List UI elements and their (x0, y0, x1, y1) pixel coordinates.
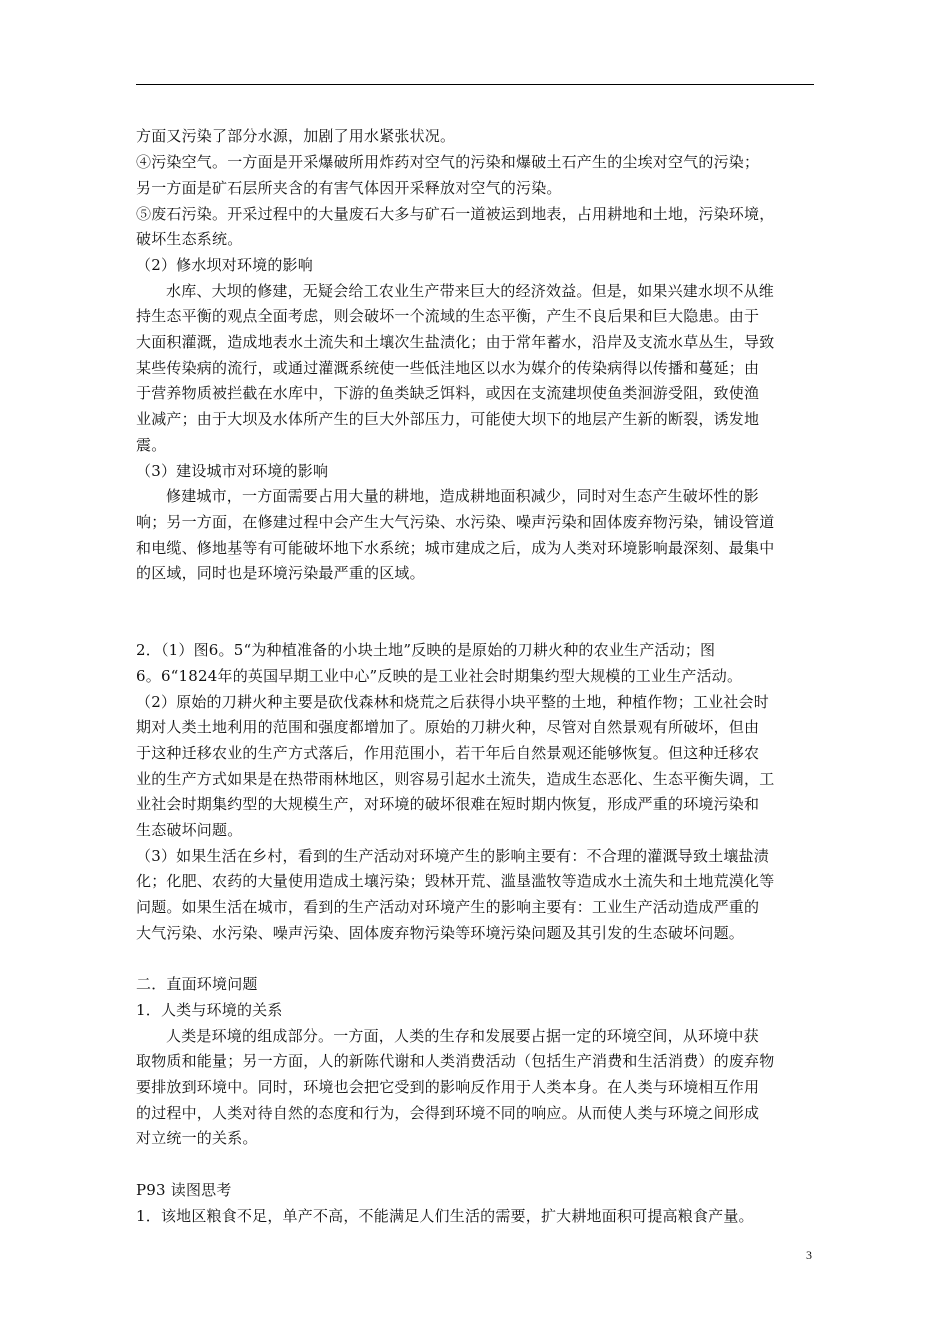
text-line: ④污染空气。一方面是开采爆破所用炸药对空气的污染和爆破土石产生的尘埃对空气的污染； (136, 153, 760, 171)
text-line: 于这种迁移农业的生产方式落后，作用范围小，若干年后自然景观还能够恢复。但这种迁移农 (136, 744, 760, 762)
text-line: 生态破坏问题。 (136, 821, 243, 839)
text-line: 的区域，同时也是环境污染最严重的区域。 (136, 564, 425, 582)
text-line: 对立统一的关系。 (136, 1129, 258, 1147)
subsection-heading: 1．人类与环境的关系 (136, 1001, 283, 1019)
section-heading: （2）修水坝对环境的影响 (136, 256, 313, 274)
text-line: 响；另一方面，在修建过程中会产生大气污染、水污染、噪声污染和固体废弃物污染，铺设管道 (136, 513, 775, 531)
text-line: 期对人类土地利用的范围和强度都增加了。原始的刀耕火种，尽管对自然景观有所破坏，但由 (136, 718, 760, 736)
section-heading: （3）建设城市对环境的影响 (136, 462, 329, 480)
page-number: 3 (806, 1248, 812, 1262)
section-heading: P93 读图思考 (136, 1181, 232, 1199)
text-line: （3）如果生活在乡村，看到的生产活动对环境产生的影响主要有：不合理的灌溉导致土壤盐渍 (136, 847, 769, 865)
text-line: 1．该地区粮食不足，单产不高，不能满足人们生活的需要，扩大耕地面积可提高粮食产量。 (136, 1207, 754, 1225)
text-line: 2．（1）图6。5“为种植准备的小块土地”反映的是原始的刀耕火种的农业生产活动；图 (136, 641, 716, 659)
text-line: 方面又污染了部分水源，加剧了用水紧张状况。 (136, 127, 456, 145)
text-line: 破坏生态系统。 (136, 230, 243, 248)
section-heading: 二．直面环境问题 (136, 975, 258, 993)
text-line: 问题。如果生活在城市，看到的生产活动对环境产生的影响主要有：工业生产活动造成严重的 (136, 898, 760, 916)
text-line: 要排放到环境中。同时，环境也会把它受到的影响反作用于人类本身。在人类与环境相互作用 (136, 1078, 760, 1096)
text-line: 人类是环境的组成部分。一方面，人类的生存和发展要占据一定的环境空间，从环境中获 (166, 1027, 759, 1045)
text-line: 某些传染病的流行，或通过灌溉系统使一些低洼地区以水为媒介的传染病得以传播和蔓延；由 (136, 359, 760, 377)
text-line: 震。 (136, 436, 167, 454)
text-line: 另一方面是矿石层所夹含的有害气体因开采释放对空气的污染。 (136, 179, 562, 197)
text-line: 修建城市，一方面需要占用大量的耕地，造成耕地面积减少，同时对生态产生破坏性的影 (166, 487, 759, 505)
text-line: （2）原始的刀耕火种主要是砍伐森林和烧荒之后获得小块平整的土地，种植作物；工业社会时 (136, 693, 769, 711)
header-rule (136, 84, 814, 85)
text-line: 化；化肥、农药的大量使用造成土壤污染；毁林开荒、滥垦滥牧等造成水土流失和土地荒漠化等 (136, 872, 775, 890)
text-line: 取物质和能量；另一方面，人的新陈代谢和人类消费活动（包括生产消费和生活消费）的废弃物 (136, 1052, 775, 1070)
text-line: 业的生产方式如果是在热带雨林地区，则容易引起水土流失，造成生态恶化、生态平衡失调，工 (136, 770, 775, 788)
text-line: 于营养物质被拦截在水库中，下游的鱼类缺乏饵料，或因在支流建坝使鱼类洄游受阻，致使渔 (136, 384, 760, 402)
text-line: ⑤废石污染。开采过程中的大量废石大多与矿石一道被运到地表，占用耕地和土地，污染环境， (136, 205, 775, 223)
text-line: 水库、大坝的修建，无疑会给工农业生产带来巨大的经济效益。但是，如果兴建水坝不从维 (166, 282, 775, 300)
text-line: 业减产；由于大坝及水体所产生的巨大外部压力，可能使大坝下的地层产生新的断裂，诱发地 (136, 410, 760, 428)
text-line: 6。6“1824年的英国早期工业中心”反映的是工业社会时期集约型大规模的工业生产活动。 (136, 667, 743, 685)
text-line: 大面积灌溉，造成地表水土流失和土壤次生盐渍化；由于常年蓄水，沿岸及支流水草丛生，导致 (136, 333, 775, 351)
text-line: 大气污染、水污染、噪声污染、固体废弃物污染等环境污染问题及其引发的生态破坏问题。 (136, 924, 745, 942)
text-line: 持生态平衡的观点全面考虑，则会破坏一个流域的生态平衡，产生不良后果和巨大隐患。由于 (136, 307, 760, 325)
text-line: 业社会时期集约型的大规模生产，对环境的破坏很难在短时期内恢复，形成严重的环境污染和 (136, 795, 760, 813)
text-line: 的过程中，人类对待自然的态度和行为，会得到环境不同的响应。从而使人类与环境之间形成 (136, 1104, 760, 1122)
text-line: 和电缆、修地基等有可能破坏地下水系统；城市建成之后，成为人类对环境影响最深刻、最集中 (136, 539, 775, 557)
